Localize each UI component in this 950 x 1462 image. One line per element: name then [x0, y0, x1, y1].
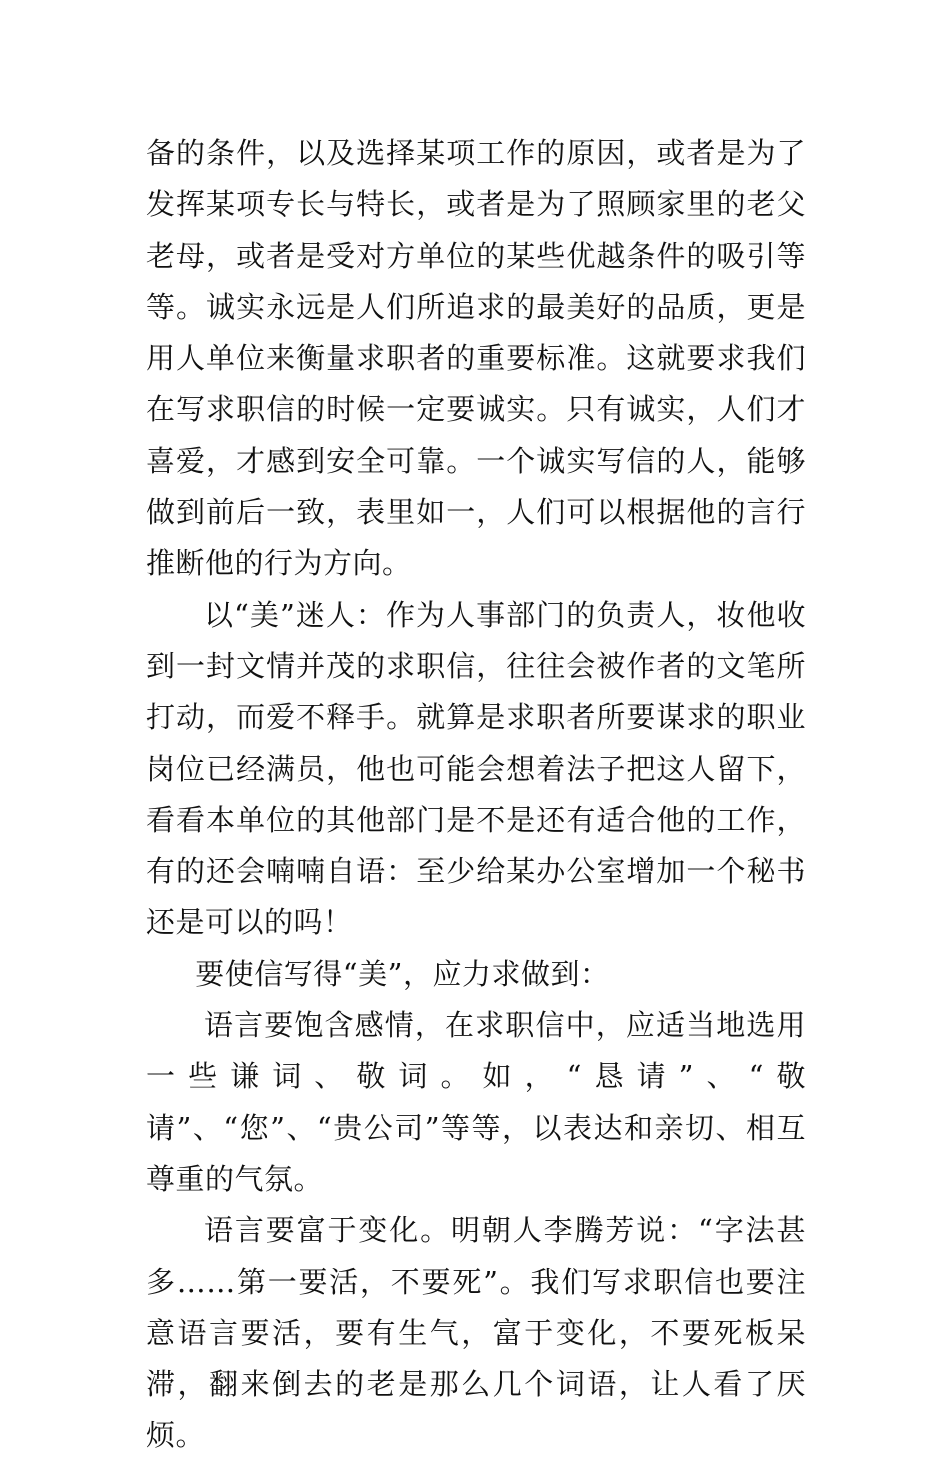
paragraph-beauty-requirements: 要使信写得“美”，应力求做到： [195, 956, 610, 991]
paragraph-varied-language: 语言要富于变化。明朝人李腾芳说：“字法甚多……第一要活，不要死”。我们写求职信也要注意语言要活，要有生气，富于变化，不要死板呆滞，翻来倒去的老是那么几个词语，让人看了厌烦。 [146, 1213, 806, 1453]
document-page [146, 128, 806, 1462]
paragraph-beauty-attracts: 以“美”迷人：作为人事部门的负责人，妆他收到一封文情并茂的求职信，往往会被作者的文笔所打动，而爱不释手。就算是求职者所要谋求的职业岗位已经满员，他也可能会想着法子把这人留下，看看本单位的其他部门是不是还有适合他的工作，有的还会喃喃自语：至少给某办公室增加一个秘书还是可以的吗！ [146, 597, 806, 940]
paragraph-honesty-continued: 备的条件，以及选择某项工作的原因，或者是为了发挥某项专长与特长，或者是为了照顾家里的老父老母，或者是受对方单位的某些优越条件的吸引等等。诚实永远是人们所追求的最美好的品质，更是用人单位来衡量求职者的重要标准。这就要求我们在写求职信的时候一定要诚实。只有诚实，人们才喜爱，才感到安全可靠。一个诚实写信的人，能够做到前后一致，表里如一，人们可以根据他的言行推断他的行为方向。 [146, 136, 806, 581]
paragraph-emotional-language: 语言要饱含感情，在求职信中，应适当地选用一些谦词、敬词。如，“恳请”、“敬请”、“您”、“贵公司”等等，以表达和亲切、相互尊重的气氛。 [146, 1008, 806, 1196]
